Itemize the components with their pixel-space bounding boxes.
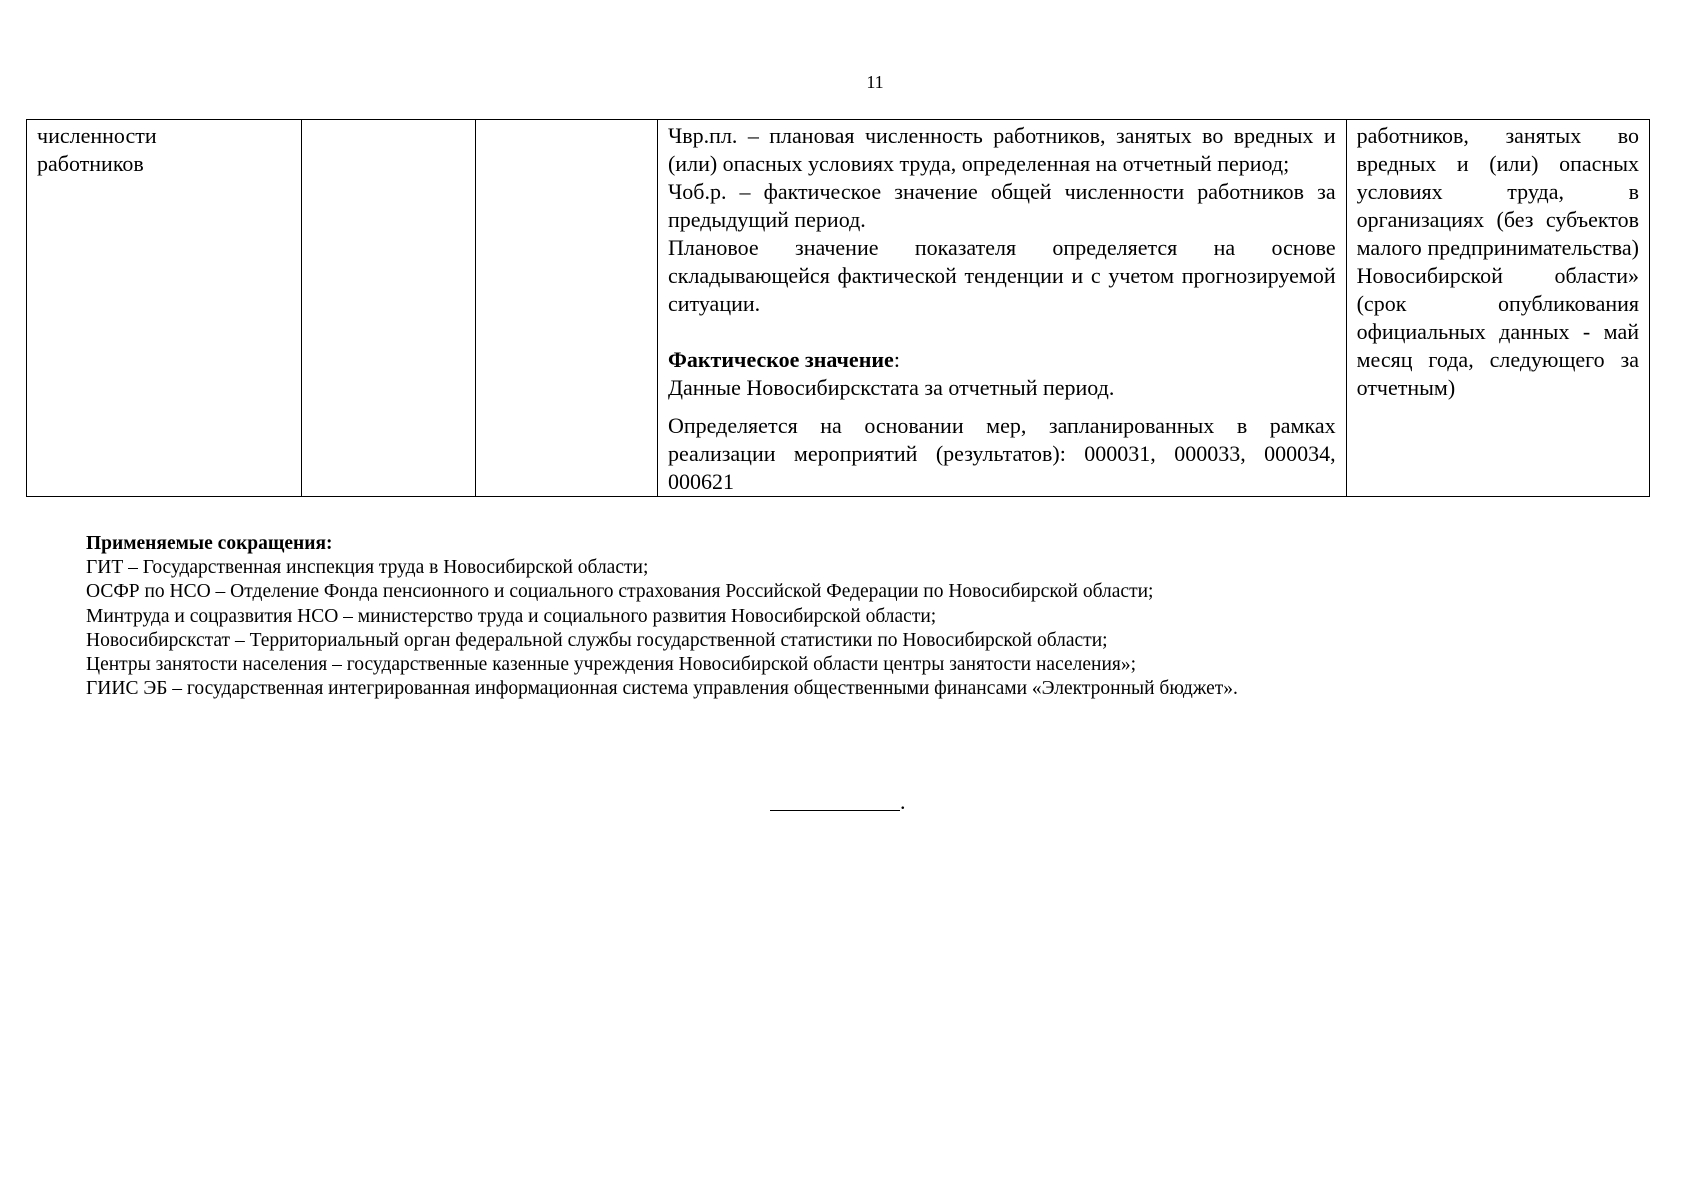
abbreviations-block bbox=[86, 532, 1586, 701]
fact-value-colon: : bbox=[893, 347, 900, 372]
definition-chvr-pl: Чвр.пл. – плановая численность работников, занятых во вредных и (или) опасных условиях труда, определенная на отчетный период; bbox=[667, 123, 1336, 176]
fact-value-text: Данные Новосибирскстата за отчетный период. bbox=[667, 375, 1115, 400]
definition-chob-r: Чоб.р. – фактическое значение общей численности работников за предыдущий период. bbox=[667, 179, 1336, 232]
indicator-name-line-2: работников bbox=[37, 151, 144, 176]
abbreviation-item: Минтруда и соцразвития НСО – министерство труда и социального развития Новосибирской области; bbox=[86, 605, 937, 627]
empty-cell-3 bbox=[475, 120, 657, 497]
indicator-name-line-1: численности bbox=[37, 123, 157, 148]
page-number: 11 bbox=[866, 72, 884, 92]
end-separator-dot: . bbox=[900, 789, 906, 814]
measures-text: Определяется на основании мер, запланированных в рамках реализации мероприятий (результатов): 000031, 000033, 000034, 000621 bbox=[667, 413, 1336, 494]
planned-value-text: Плановое значение показателя определяется на основе складывающейся фактической тенденции и с учетом прогнозируемой ситуации. bbox=[667, 235, 1336, 316]
abbreviations-title: Применяемые сокращения: bbox=[86, 533, 333, 554]
indicator-table bbox=[26, 119, 1650, 497]
fact-value-heading bbox=[668, 346, 1336, 374]
abbreviation-item: ГИИС ЭБ – государственная интегрированная информационная система управления общественными финансами «Электронный бюджет». bbox=[86, 678, 1238, 700]
spacer bbox=[668, 318, 1336, 346]
table-row bbox=[27, 120, 1650, 497]
abbreviation-item: ОСФР по НСО – Отделение Фонда пенсионного и социального страхования Российской Федерации по Новосибирской области; bbox=[86, 581, 1154, 603]
abbreviation-item: Центры занятости населения – государственные казенные учреждения Новосибирской области центры занятости населения»; bbox=[86, 654, 1137, 676]
empty-cell-2 bbox=[302, 120, 476, 497]
end-separator-line bbox=[770, 786, 900, 811]
abbreviation-item: ГИТ – Государственная инспекция труда в Новосибирской области; bbox=[86, 557, 649, 579]
indicator-name-cell bbox=[27, 120, 302, 497]
calculation-method-cell bbox=[657, 120, 1346, 497]
fact-value-label: Фактическое значение bbox=[667, 347, 894, 372]
abbreviation-item: Новосибирскстат – Территориальный орган федеральной службы государственной статистики по Новосибирской области; bbox=[86, 629, 1108, 651]
data-source-cell: работников, занятых во вредных и (или) опасных условиях труда, в организациях (без субъектов малого предпринимательства) Новосибирской области» (срок опубликования официальных данных - май месяц года, следующего за отчетным) bbox=[1346, 120, 1649, 497]
